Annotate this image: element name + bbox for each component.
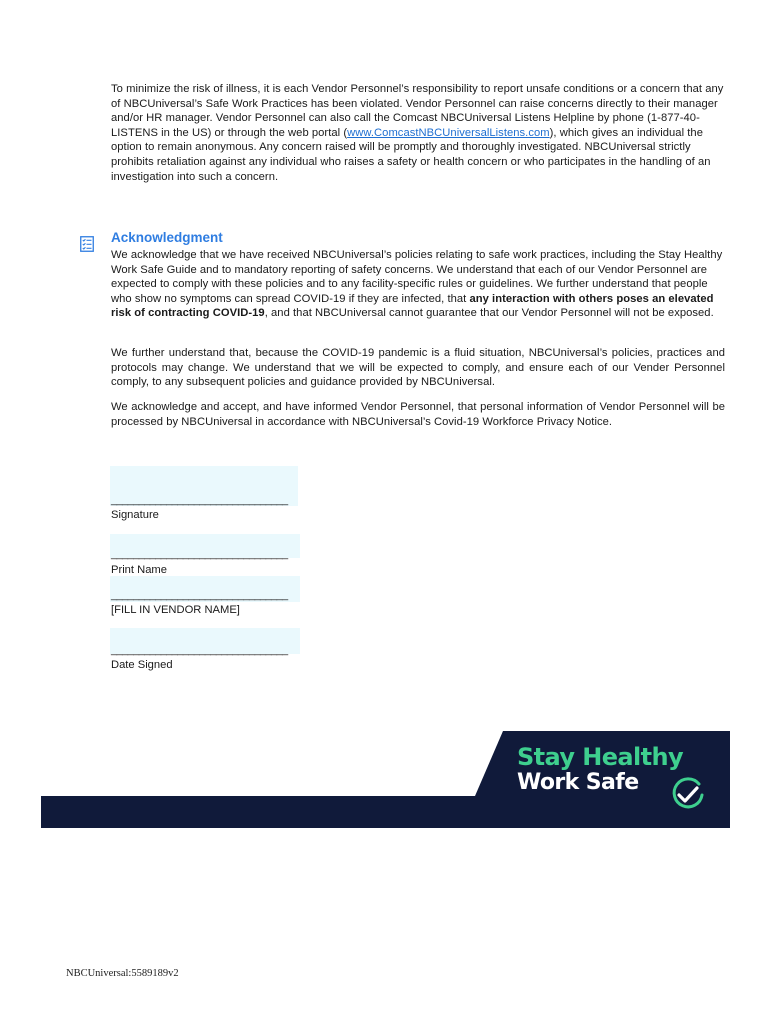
check-circle-icon (668, 777, 708, 813)
ack-p1-start: We acknowledge that we have received NBCUniversal’s policies relating to safe work practices, including the Stay Healthy Work Safe Guide and to mandatory reporting of safety concerns. We understand that each of our Vendor Personnel are expected to comply with these policies and to any facility-specific rules or guidelines. We further understand that people who show no symptoms can spread COVID-19 if they are infected, that (111, 249, 723, 305)
signature-line: ________________________________ (111, 494, 288, 506)
date-signed-label: Date Signed (111, 659, 173, 671)
checklist-icon (80, 236, 94, 252)
vendor-name-label: [FILL IN VENDOR NAME] (111, 604, 240, 616)
acknowledgment-paragraph-1 (111, 248, 725, 321)
intro-paragraph (111, 82, 725, 184)
ack-p1-bold: any interaction with others poses an elevated risk of contracting COVID-19 (111, 292, 714, 320)
brand-title-line-1: Stay Healthy (517, 743, 684, 771)
signature-label: Signature (111, 509, 159, 521)
ack-p1-end: , and that NBCUniversal cannot guarantee that our Vendor Personnel will not be exposed. (264, 307, 714, 320)
intro-text-start: To minimize the risk of illness, it is each Vendor Personnel’s responsibility to report unsafe conditions or a concern that any of NBCUniversal’s Safe Work Practices has been violated. Vendor Personnel can raise concerns directly to their manager and/or HR manager. Vendor Personnel can also call the Comcast NBCUniversal Listens Helpline by phone (1-877-40-LISTENS in the US) or through the web portal ( (111, 83, 724, 139)
date-signed-line: ________________________________ (111, 644, 288, 656)
footer-navy-band (41, 796, 730, 828)
acknowledgment-paragraph-3: We acknowledge and accept, and have informed Vendor Personnel, that personal information of Vendor Personnel will be processed by NBCUniversal in accordance with NBCUniversal’s Covid-19 Workforce Privacy Notice. (111, 401, 725, 428)
brand-title-line-2: Work Safe (517, 770, 639, 795)
listens-portal-link[interactable]: www.ComcastNBCUniversalListens.com (347, 126, 550, 139)
acknowledgment-heading: Acknowledgment (111, 230, 223, 245)
document-id: NBCUniversal:5589189v2 (66, 968, 179, 979)
print-name-label: Print Name (111, 564, 167, 576)
intro-text-end: ), which gives an individual the option to remain anonymous. Any concern raised will be promptly and thoroughly investigated. NBCUniversal strictly prohibits retaliation against any individual who raises a safety or health concern or who participates in the handling of an investigation into such a concern. (111, 126, 711, 183)
vendor-name-line: ________________________________ (111, 589, 288, 601)
acknowledgment-paragraph-2: We further understand that, because the COVID-19 pandemic is a fluid situation, NBCUniversal’s policies, practices and protocols may change. We understand that we will be expected to comply, and ensure each of our Vender Personnel comply, to any subsequent policies and guidance provided by NBCUniversal. (111, 347, 725, 389)
print-name-line: ________________________________ (111, 548, 288, 560)
